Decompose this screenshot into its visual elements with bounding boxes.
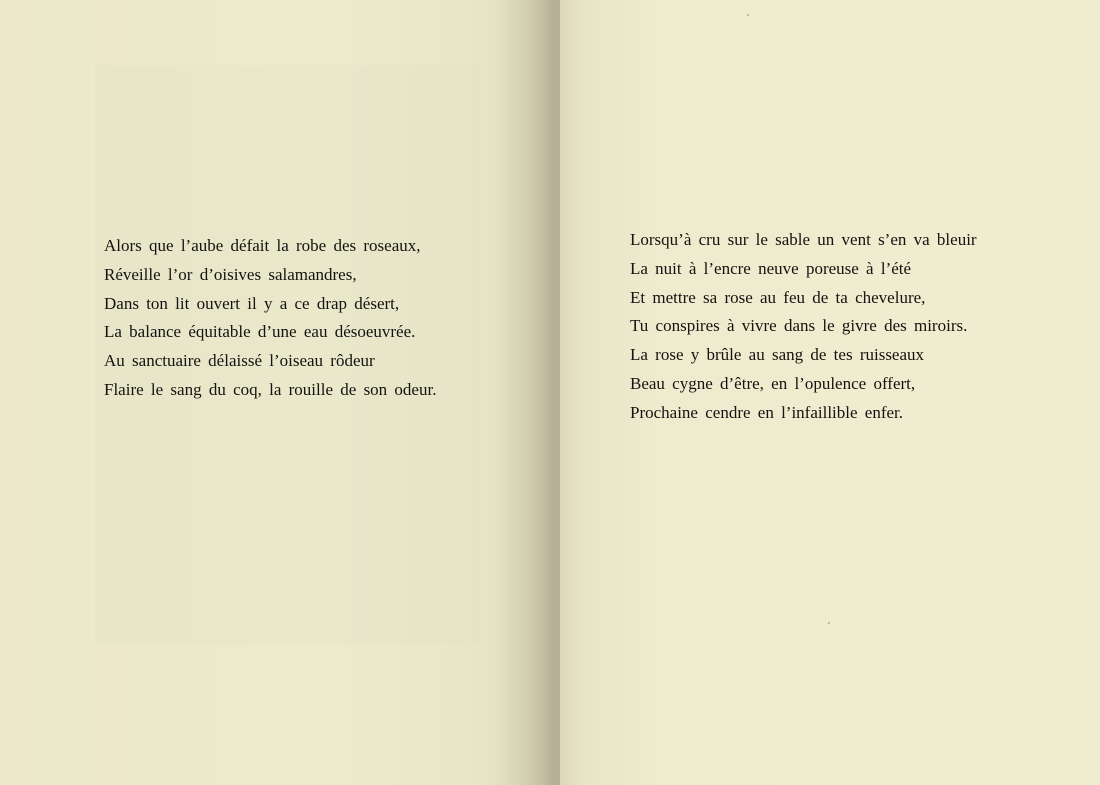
poem-line: Prochaine cendre en l’infaillible enfer. xyxy=(630,402,904,422)
poem-line: Alors que l’aube défait la robe des roseaux, xyxy=(104,236,421,255)
poem-line: La rose y brûle au sang de tes ruisseaux xyxy=(630,345,925,365)
left-poem-stanza xyxy=(104,232,436,405)
paper-speck xyxy=(747,14,749,16)
poem-line: La balance équitable d’une eau désoeuvrée. xyxy=(104,322,416,342)
poem-line: Flaire le sang du coq, la rouille de son odeur. xyxy=(104,379,437,399)
poem-line: Tu conspires à vivre dans le givre des miroirs. xyxy=(630,316,968,336)
poem-line: Et mettre sa rose au feu de ta chevelure, xyxy=(630,287,926,307)
poem-line: Réveille l’or d’oisives salamandres, xyxy=(104,264,357,284)
book-fold xyxy=(549,0,551,785)
poem-line: Dans ton lit ouvert il y a ce drap désert, xyxy=(104,293,400,313)
right-poem-stanza xyxy=(630,226,977,428)
right-page xyxy=(550,0,1100,785)
paper-speck xyxy=(828,622,830,624)
poem-line: Lorsqu’à cru sur le sable un vent s’en va bleuir xyxy=(630,230,977,249)
poem-line: Au sanctuaire délaissé l’oiseau rôdeur xyxy=(104,351,375,371)
poem-line: La nuit à l’encre neuve poreuse à l’été xyxy=(630,258,912,278)
poem-line: Beau cygne d’être, en l’opulence offert, xyxy=(630,373,916,393)
